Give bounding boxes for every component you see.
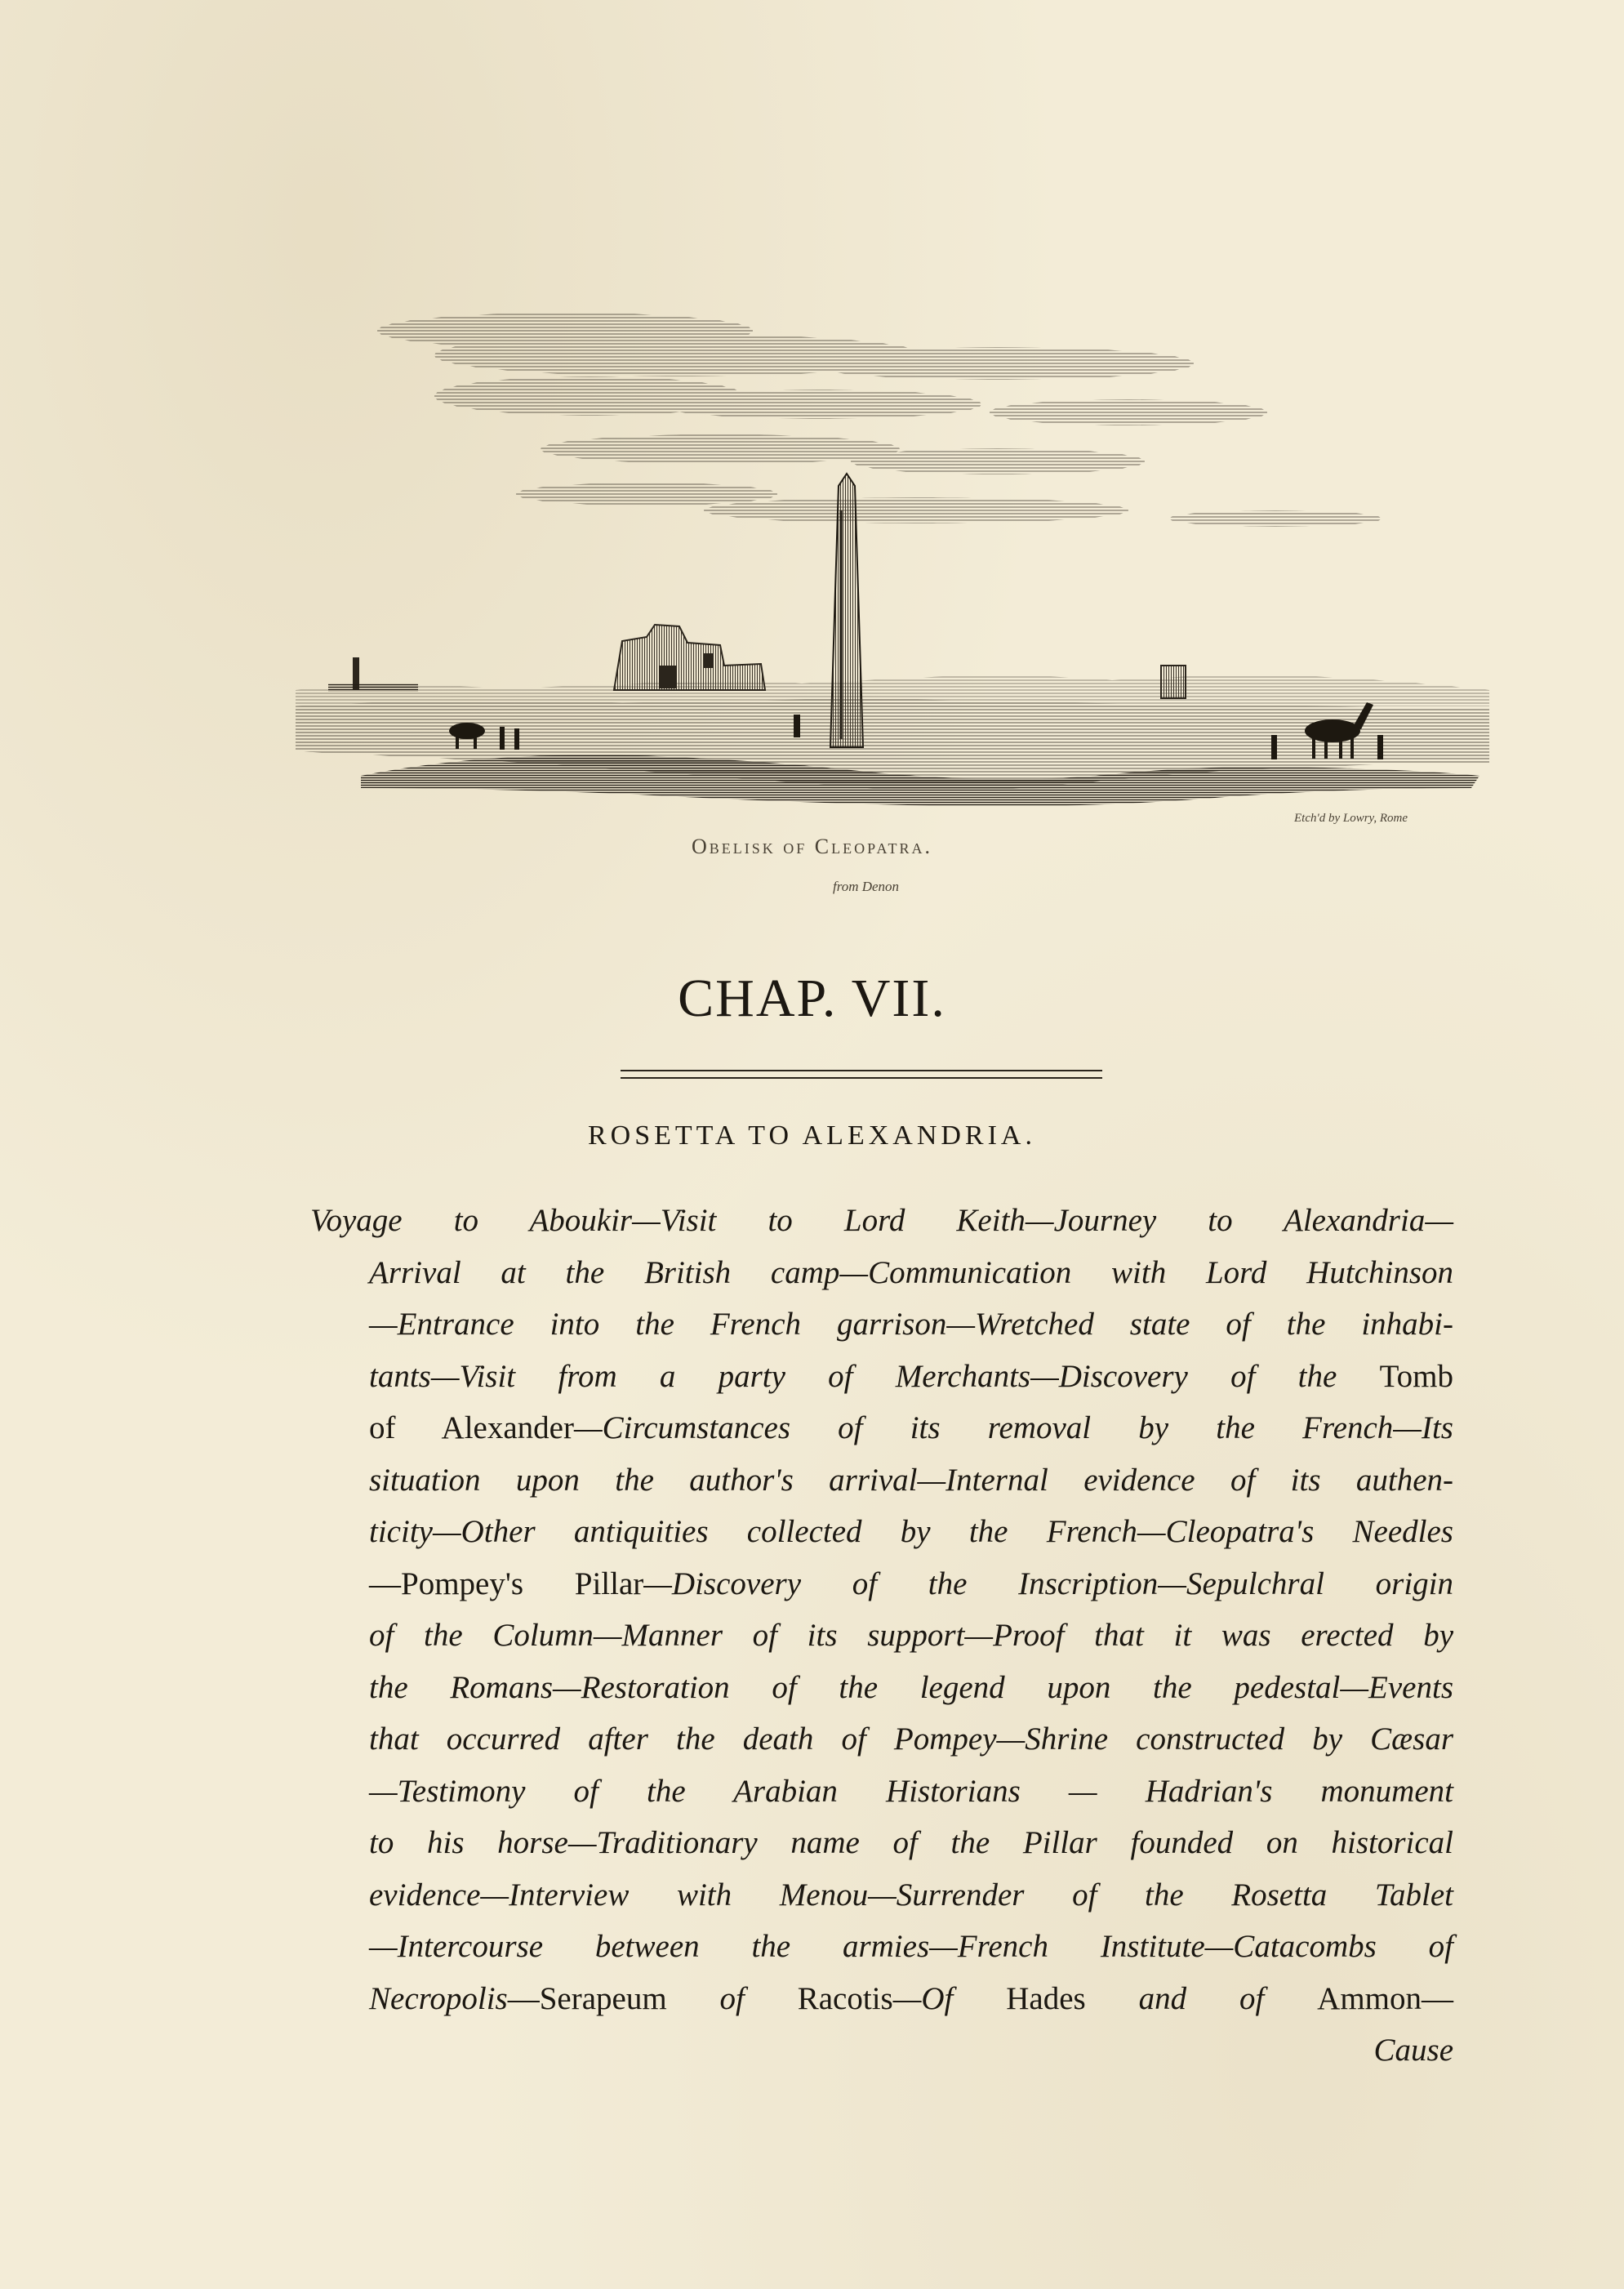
summary-line [310,2024,1453,2077]
summary-line [310,1662,1453,1714]
summary-line [310,1869,1453,1922]
summary-segment: —Pompey's Pillar [369,1565,644,1601]
divider-rule-bottom [621,1077,1102,1079]
summary-line [310,1195,1453,1247]
illustration-caption: Obelisk of Cleopatra. [692,835,932,858]
summary-line [310,1973,1453,2025]
summary-segment: Racotis [797,1980,893,2016]
summary-segment: to his horse—Traditionary name of the Pillar founded on historical [369,1825,1453,1860]
summary-segment: Necropolis [369,1980,508,2016]
summary-line [310,1558,1453,1610]
summary-segment: and [1138,1980,1239,2016]
summary-line [310,1247,1453,1299]
summary-segment: —Discovery of the Inscription—Sepulchral origin [643,1565,1453,1601]
summary-segment: —Circumstances of its removal by the French—Its [573,1410,1453,1445]
summary-line [310,1402,1453,1454]
summary-segment: —Testimony of the Arabian Historians — Hadrian's monument [369,1773,1453,1809]
summary-segment: of [719,1980,798,2016]
chapter-summary [310,1195,1453,2077]
clouds [377,313,1382,527]
summary-segment: of [1239,1980,1318,2016]
summary-segment: —Entrance into the French garrison—Wretched state of the inhabi- [369,1307,1453,1342]
summary-segment: the Romans—Restoration of the legend upon the pedestal—Events [369,1669,1453,1705]
summary-segment: —Intercourse between the armies—French Institute—Catacombs of [369,1929,1453,1964]
engraving-credit: Etch'd by Lowry, Rome [1294,812,1408,825]
summary-segment: Ammon— [1317,1980,1453,2016]
engraving-obelisk-illustration [296,306,1489,837]
summary-line [310,1766,1453,1818]
summary-segment: ticity—Other antiquities collected by the French—Cleopatra's Needles [369,1514,1453,1549]
summary-segment: Cause [1373,2033,1453,2068]
summary-segment: Voyage to Aboukir—Visit to Lord Keith—Journey to Alexandria— [310,1203,1453,1238]
summary-segment: tants—Visit from a party of Merchants—Discovery of the [369,1358,1380,1394]
summary-segment: that occurred after the death of Pompey—Shrine constructed by Cæsar [369,1721,1453,1757]
summary-segment: Arrival at the British camp—Communication with Lord Hutchinson [369,1254,1453,1290]
chapter-subtitle: ROSETTA TO ALEXANDRIA. [588,1120,1036,1151]
summary-segment: Tomb [1379,1358,1453,1394]
summary-segment: situation upon the author's arrival—Internal evidence of its authen- [369,1462,1453,1498]
summary-line [310,1351,1453,1403]
summary-line [310,1921,1453,1973]
summary-line [310,1506,1453,1558]
summary-line [310,1713,1453,1766]
ruins [614,625,765,690]
summary-segment: of Alexander [369,1410,574,1445]
summary-line [310,1454,1453,1507]
summary-line [310,1610,1453,1662]
summary-line [310,1817,1453,1869]
summary-segment: Hades [1006,1980,1139,2016]
divider-rule-top [621,1070,1102,1071]
illustration-source: from Denon [833,879,900,894]
summary-segment: evidence—Interview with Menou—Surrender of the Rosetta Tablet [369,1877,1453,1913]
summary-segment: —Serapeum [507,1980,720,2016]
chapter-title: CHAP. VII. [678,969,946,1028]
summary-line [310,1298,1453,1351]
summary-segment: of the Column—Manner of its support—Proof that it was erected by [369,1618,1453,1653]
summary-segment: —Of [892,1980,1007,2016]
